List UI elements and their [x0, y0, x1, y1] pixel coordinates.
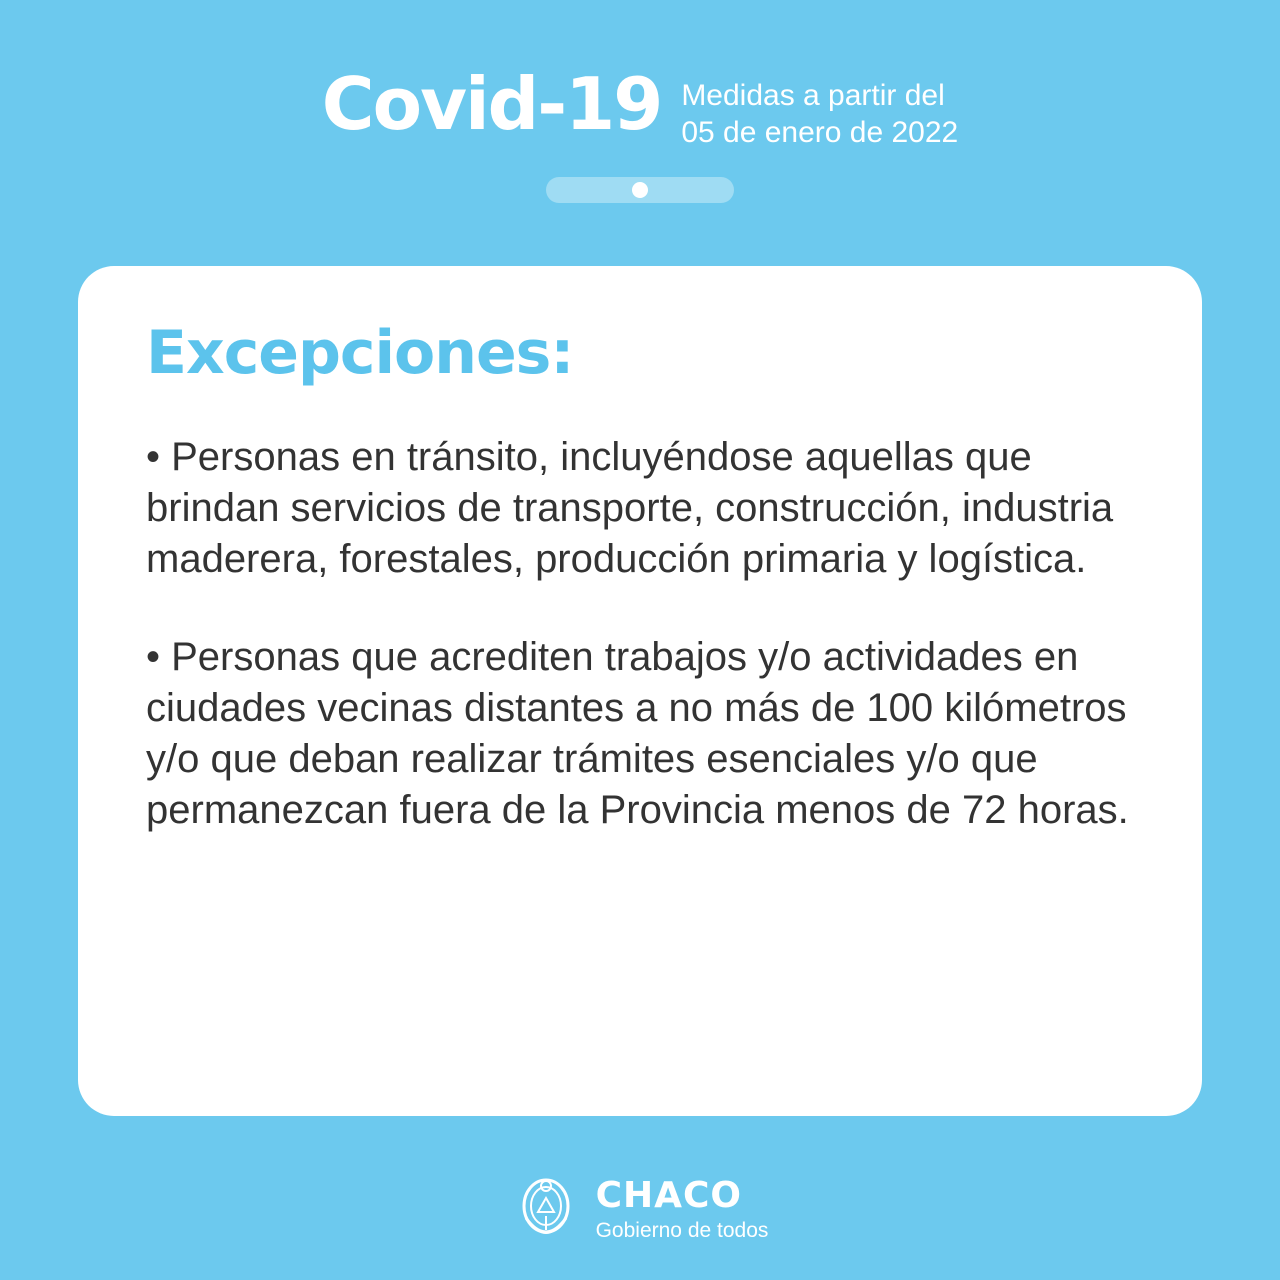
header-subtitle-line1: Medidas a partir del: [681, 79, 945, 112]
header-subtitle-line2: 05 de enero de 2022: [681, 115, 959, 149]
page-title: Covid-19: [321, 62, 662, 146]
list-item: • Personas en tránsito, incluyéndose aquellas que brindan servicios de transporte, construcción, industria maderera, forestales, producción primaria y logística.: [146, 435, 1114, 582]
footer-text: [595, 1174, 769, 1242]
pager-indicator[interactable]: [546, 177, 734, 203]
card-title: Excepciones:: [146, 318, 574, 388]
header-subtitle: [681, 78, 958, 151]
pager-dot-2[interactable]: [632, 182, 648, 198]
argentina-crest-icon: [512, 1172, 580, 1246]
content-card: [78, 266, 1202, 1116]
footer-tagline: Gobierno de todos: [595, 1218, 769, 1242]
footer-brand: CHACO: [595, 1174, 743, 1216]
list-item: • Personas que acrediten trabajos y/o actividades en ciudades vecinas distantes a no más de 100 kilómetros y/o que deban realizar trámites esenciales y/o que permanezcan fuera de la Provincia menos de 72 horas.: [146, 634, 1129, 833]
footer: [0, 1172, 1280, 1246]
header: [0, 0, 1280, 151]
